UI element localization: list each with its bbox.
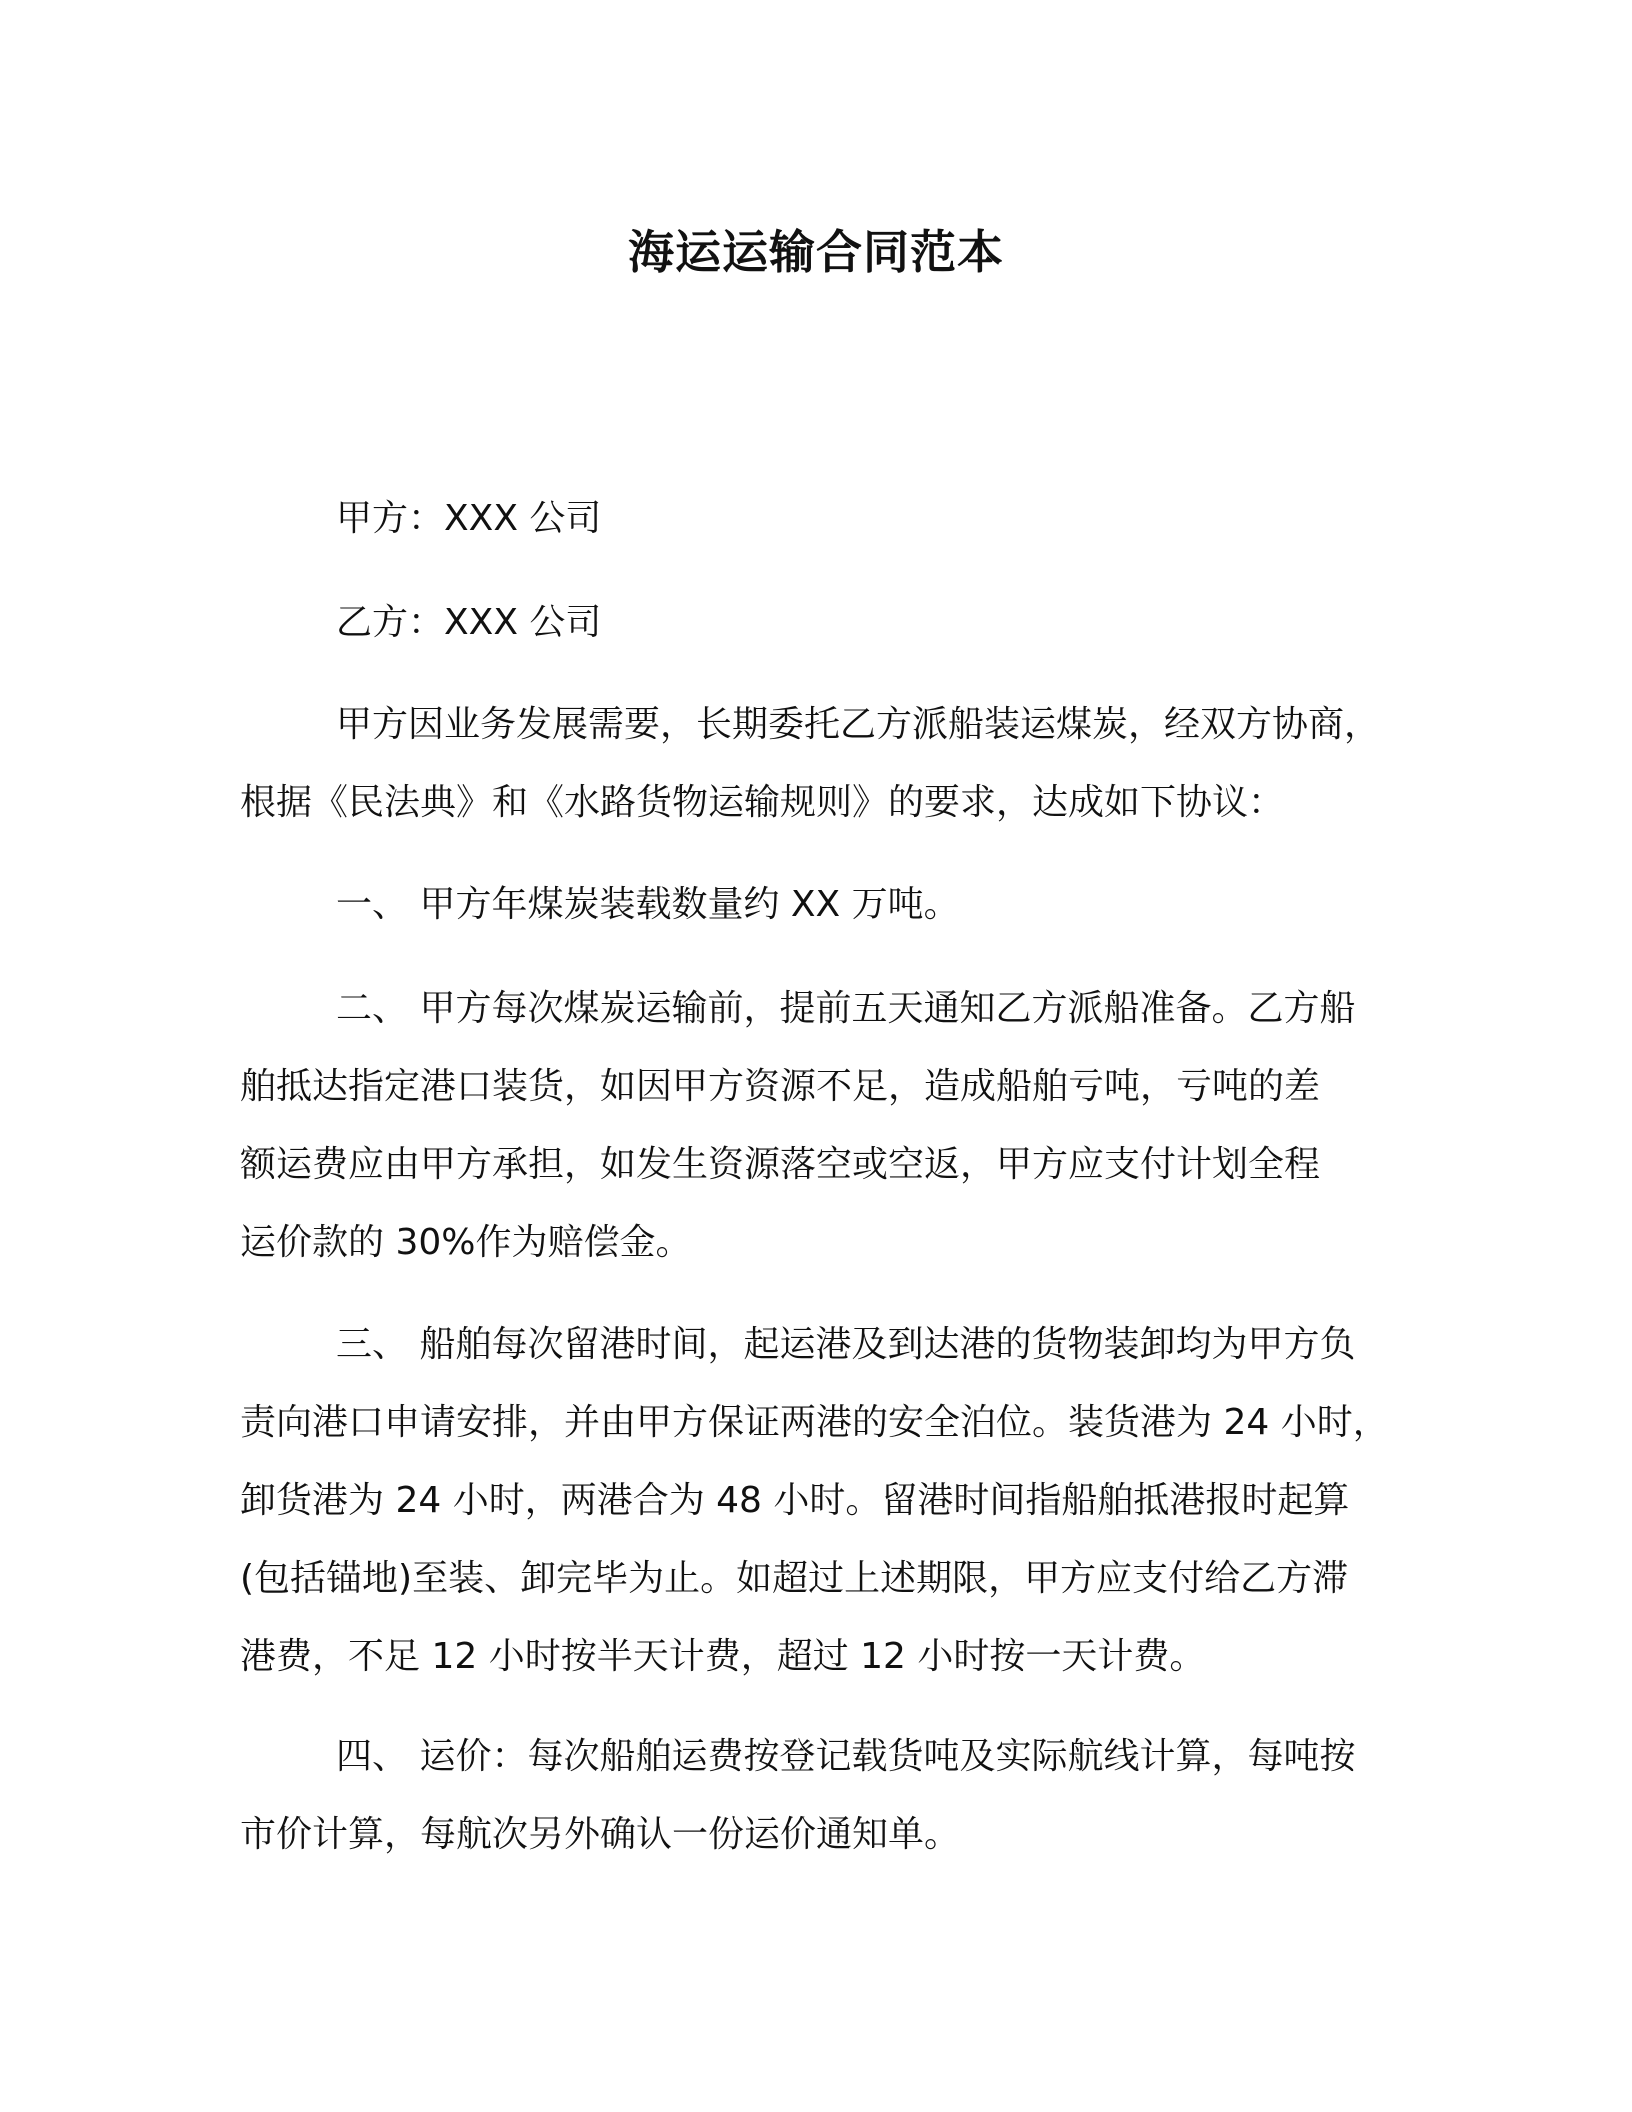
paragraph-line: 运价款的 30%作为赔偿金。	[240, 1222, 692, 1263]
clause-3-paragraph	[240, 1306, 1400, 1696]
clause-1-paragraph	[240, 866, 1400, 944]
paragraph-line: 港费，不足 12 小时按半天计费，超过 12 小时按一天计费。	[240, 1636, 1206, 1677]
paragraph-line: 甲方因业务发展需要，长期委托乙方派船装运煤炭，经双方协商，	[336, 704, 1381, 745]
paragraph-line: 根据《民法典》和《水路货物运输规则》的要求，达成如下协议：	[240, 782, 1285, 823]
paragraph-line: 额运费应由甲方承担，如发生资源落空或空返，甲方应支付计划全程	[240, 1144, 1321, 1185]
paragraph-line: 责向港口申请安排，并由甲方保证两港的安全泊位。装货港为 24 小时，	[240, 1402, 1389, 1443]
clause-2-paragraph	[240, 970, 1400, 1282]
paragraph-line: (包括锚地)至装、卸完毕为止。如超过上述期限，甲方应支付给乙方滞	[240, 1558, 1349, 1599]
paragraph-line: 市价计算，每航次另外确认一份运价通知单。	[240, 1814, 961, 1855]
party-a-line	[240, 480, 1400, 558]
paragraph-line: 舶抵达指定港口装货，如因甲方资源不足，造成船舶亏吨，亏吨的差	[240, 1066, 1321, 1107]
document-title: 海运运输合同范本	[628, 225, 1004, 279]
paragraph-line: 卸货港为 24 小时，两港合为 48 小时。留港时间指船舶抵港报时起算	[240, 1480, 1350, 1521]
party-b-text: 乙方：XXX 公司	[336, 602, 602, 643]
paragraph-line: 四、 运价：每次船舶运费按登记载货吨及实际航线计算，每吨按	[336, 1736, 1356, 1777]
paragraph-line: 二、 甲方每次煤炭运输前，提前五天通知乙方派船准备。乙方船	[336, 988, 1356, 1029]
paragraph-line: 一、 甲方年煤炭装载数量约 XX 万吨。	[336, 884, 960, 925]
party-a-text: 甲方：XXX 公司	[336, 498, 602, 539]
intro-paragraph	[240, 686, 1400, 842]
paragraph-line: 三、 船舶每次留港时间，起运港及到达港的货物装卸均为甲方负	[336, 1324, 1356, 1365]
party-b-line	[240, 584, 1400, 662]
clause-4-paragraph	[240, 1718, 1400, 1874]
